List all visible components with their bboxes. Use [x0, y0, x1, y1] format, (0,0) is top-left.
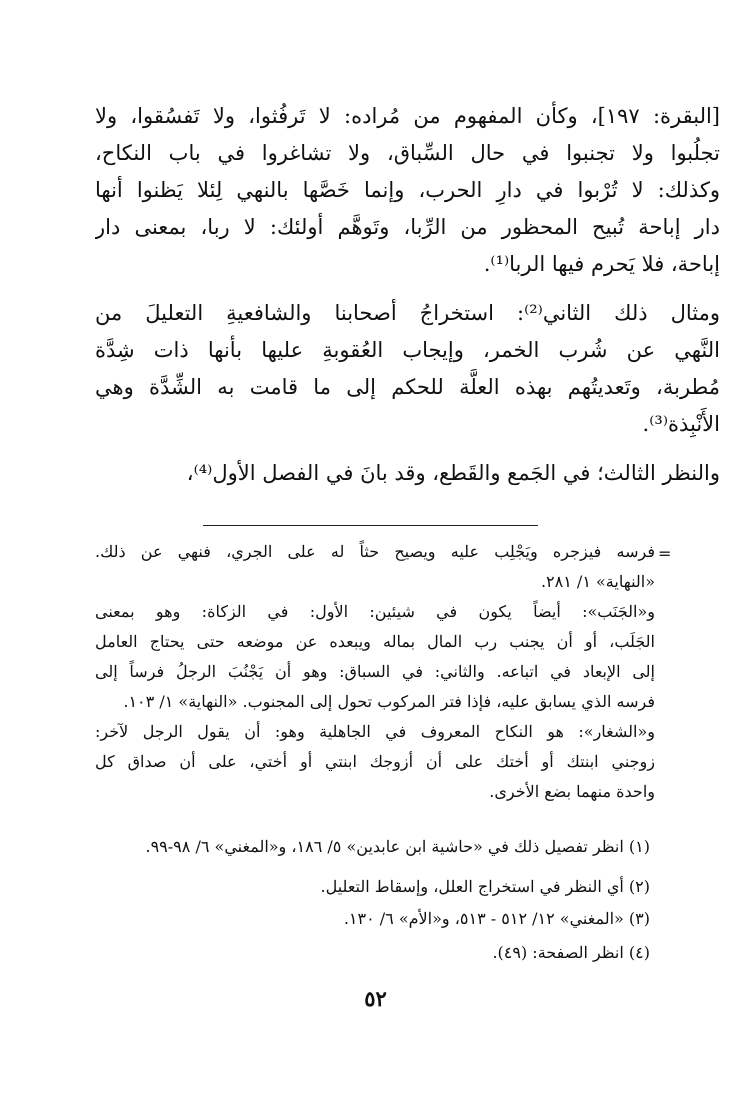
- footnote-line: إلى الإبعاد في اتباعه. والثاني: في السباق: وهو أن يَجْنُبَ الرجلُ فرساً إلى: [95, 662, 655, 681]
- footnote-2: [95, 872, 650, 902]
- page-number: ٥٢: [364, 986, 387, 1011]
- main-line: تجلُبوا ولا تجنبوا في حال السِّباق، ولا تشاغروا في باب النكاح،: [95, 141, 720, 165]
- main-line: الأَنْبِذة⁽³⁾.: [642, 412, 720, 436]
- footnote-line: زوجني ابنتك أو أختك على أن أزوجك ابنتي أو أختي، على أن صداق كل: [95, 752, 655, 771]
- footnote-line: و«الجَنَب»: أيضاً يكون في شيئين: الأول: في الزكاة: وهو بمعنى: [95, 602, 655, 621]
- footnote-line: فرسه الذي يسابق عليه، فإذا فتر المركوب تحول إلى المجنوب. «النهاية» ١/ ١٠٣.: [123, 692, 655, 711]
- footnote-line: (٣) «المغني» ١٢/ ٥١٢ - ٥١٣، و«الأم» ٦/ ١٣٠.: [343, 909, 650, 928]
- footnote-continuation-marker: =: [658, 544, 672, 563]
- footnote-4: [95, 938, 650, 968]
- footnote-line: و«الشغار»: هو النكاح المعروف في الجاهلية وهو: أن يقول الرجل لآخر:: [95, 722, 655, 741]
- main-line: دار إباحة تُبيح المحظور من الرِّبا، وتَوهَّم أولئك: لا ربا، بمعنى دار: [95, 215, 720, 239]
- footnote-separator: [203, 525, 538, 526]
- footnotes-continued: [95, 537, 655, 807]
- main-line: [البقرة: ١٩٧]، وكأن المفهوم من مُراده: لا تَرفُثوا، ولا تَفسُقوا، ولا: [95, 104, 720, 128]
- main-line: ومثال ذلك الثاني⁽²⁾: استخراجُ أصحابنا والشافعيةِ التعليلَ من: [95, 301, 720, 325]
- main-line: والنظر الثالث؛ في الجَمع والقَطع، وقد بانَ في الفصل الأول⁽⁴⁾،: [186, 461, 720, 485]
- footnote-line: «النهاية» ١/ ٢٨١.: [540, 572, 655, 591]
- main-line: إباحة، فلا يَحرم فيها الربا⁽¹⁾.: [483, 252, 720, 276]
- footnote-line: (١) انظر تفصيل ذلك في «حاشية ابن عابدين» ٥/ ١٨٦، و«المغني» ٦/ ٩٨-٩٩.: [145, 837, 650, 856]
- footnote-line: (٤) انظر الصفحة: (٤٩).: [492, 943, 650, 962]
- main-text: [95, 98, 720, 492]
- footnote-3: [95, 904, 650, 934]
- main-line: مُطربة، وتَعديتُهم بهذه العلَّة للحكم إلى ما قامت به الشِّدَّة وهي: [95, 375, 720, 399]
- footnote-line: فرسه فيزجره ويَجْلِب عليه ويصيح حثاً له على الجري، فنهي عن ذلك.: [95, 542, 655, 561]
- main-line: وكذلك: لا تُرْبوا في دارِ الحرب، وإنما خَصَّها بالنهي لِئلا يَظنوا أنها: [95, 178, 720, 202]
- footnote-1: [95, 832, 650, 862]
- footnote-line: الجَلَب، أو أن يجنب رب المال بماله ويبعده عن موضعه حتى يحتاج العامل: [95, 632, 655, 651]
- footnote-line: (٢) أي النظر في استخراج العلل، وإسقاط التعليل.: [320, 877, 650, 896]
- footnote-line: واحدة منهما بضع الأخرى.: [489, 782, 655, 801]
- main-line: النَّهي عن شُرب الخمر، وإيجاب العُقوبةِ عليها بأنها ذات شِدَّة: [95, 338, 720, 362]
